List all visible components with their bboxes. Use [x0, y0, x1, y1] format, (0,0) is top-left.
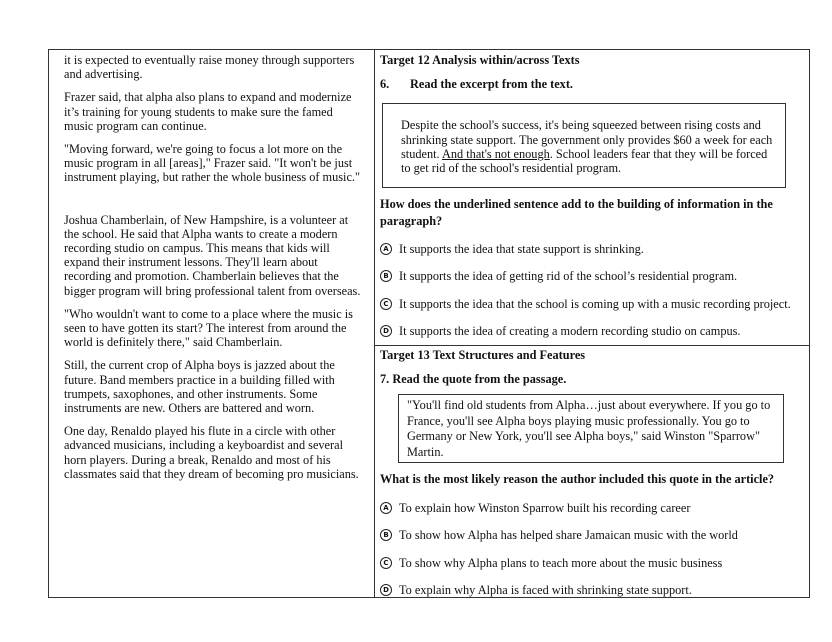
option-circle-icon[interactable]: B [380, 270, 392, 282]
excerpt-text: Despite the school's success, it's being squeezed between rising costs and shrinking state support. The government only provides $60 a week for each student. [401, 118, 773, 161]
option-text: To show how Alpha has helped share Jamaican music with the world [399, 528, 738, 543]
excerpt-text: . School leaders fear that they will be forced to get rid of the school's residential program. [401, 146, 768, 176]
option-text: It supports the idea of getting rid of the school’s residential program. [399, 269, 738, 284]
option-text: It supports the idea of creating a modern recording studio on campus. [399, 324, 741, 339]
target-13-heading: Target 13 Text Structures and Features [380, 348, 586, 362]
answer-option-c[interactable] [380, 290, 804, 318]
passage-paragraph: Still, the current crop of Alpha boys is jazzed about the future. Band members practice in a building filled with trumpets, saxophones, and other instruments. Some instruments are new. Others are battered and worn. [64, 358, 335, 416]
target-12-heading: Target 12 Analysis within/across Texts [380, 53, 580, 67]
option-text: To explain why Alpha is faced with shrinking state support. [399, 583, 692, 598]
question-6-instruction [380, 77, 804, 91]
underlined-sentence: And that's not enough [442, 146, 550, 161]
question-7-section [380, 348, 804, 604]
option-text: To show why Alpha plans to teach more about the music business [399, 555, 723, 570]
option-circle-icon[interactable]: A [380, 243, 392, 255]
question-number: 7. [380, 372, 390, 387]
passage-paragraph: Frazer said, that alpha also plans to expand and modernize it’s training for young students to make sure the famed music program can continue. [64, 90, 352, 133]
answer-option-c[interactable] [380, 549, 804, 577]
answer-option-d[interactable] [380, 576, 804, 604]
option-circle-icon[interactable]: D [380, 325, 392, 337]
answer-option-a[interactable] [380, 494, 804, 522]
column-divider [374, 49, 375, 598]
question-7-instruction [380, 372, 804, 386]
passage-paragraph: Joshua Chamberlain, of New Hampshire, is a volunteer at the school. He said that Alpha wants to create a modern recording studio on campus. This means that kids will expand their instrument lessons. They'll learn about recording and promotion. Chamberlain believes that the bigger program will bring professional talent from overseas. [64, 212, 361, 298]
question-7-prompt: What is the most likely reason the author included this quote in the article? [380, 472, 775, 487]
passage-paragraph: "Moving forward, we're going to focus a lot more on the music program in all [areas]," Frazer said. "It won't be just instrument playing, but rather the whole business of music." [64, 142, 360, 185]
passage-column [64, 53, 364, 490]
option-circle-icon[interactable]: A [380, 502, 392, 514]
passage-paragraph: "Who wouldn't want to come to a place where the music is seen to have gotten its start? The interest from around the world is definitely there," said Chamberlain. [64, 306, 353, 350]
question-6-prompt: How does the underlined sentence add to the building of information in the paragraph? [380, 197, 773, 228]
quote-box: "You'll find old students from Alpha…just about everywhere. If you go to France, you'll see Alpha boys playing music professionally. You go to Germany or New York, you'll see Alpha boys," said Winston "Sparrow" Martin. [398, 394, 784, 463]
option-text: It supports the idea that the school is coming up with a music recording project. [399, 296, 791, 311]
answer-option-a[interactable] [380, 235, 804, 263]
question-number: 6. [380, 77, 390, 92]
answer-option-b[interactable] [380, 521, 804, 549]
answer-options [380, 494, 804, 604]
answer-option-d[interactable] [380, 318, 804, 346]
answer-option-b[interactable] [380, 263, 804, 291]
option-circle-icon[interactable]: C [380, 298, 392, 310]
option-circle-icon[interactable]: B [380, 529, 392, 541]
option-circle-icon[interactable]: C [380, 557, 392, 569]
excerpt-box [382, 103, 786, 188]
option-text: It supports the idea that state support is shrinking. [399, 241, 644, 256]
answer-options [380, 235, 804, 345]
passage-paragraph: One day, Renaldo played his flute in a circle with other advanced musicians, including a keyboardist and several horn players. During a break, Renaldo and most of his classmates said that they dream of becoming pro musicians. [64, 424, 359, 481]
question-6-section [380, 53, 804, 345]
option-circle-icon[interactable]: D [380, 584, 392, 596]
passage-paragraph: it is expected to eventually raise money through supporters and advertising. [64, 53, 355, 82]
option-text: To explain how Winston Sparrow built his recording career [399, 500, 691, 515]
instruction-text: Read the quote from the passage. [392, 372, 567, 387]
instruction-text: Read the excerpt from the text. [410, 77, 573, 92]
